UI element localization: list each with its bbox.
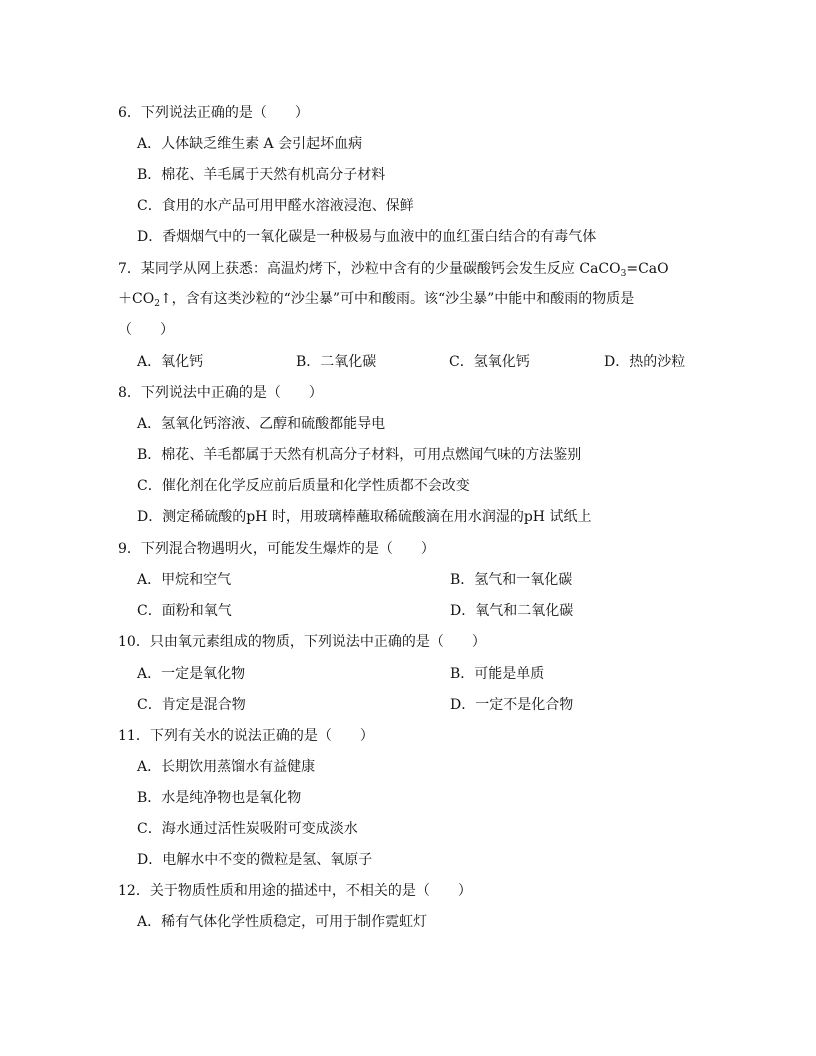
question-7-option-d: D．热的沙粒	[604, 354, 686, 370]
question-9-stem: 9．下列混合物遇明火，可能发生爆炸的是（ ）	[118, 541, 435, 557]
question-7-option-a: A．氧化钙	[137, 354, 204, 370]
question-8-option-b: B．棉花、羊毛都属于天然有机高分子材料，可用点燃闻气味的方法鉴别	[137, 447, 582, 463]
question-10-option-c: C．肯定是混合物	[137, 697, 246, 713]
question-11-option-a: A．长期饮用蒸馏水有益健康	[137, 759, 316, 775]
question-7-stem-text: 7．某同学从网上获悉：高温灼烤下，沙粒中含有的少量碳酸钙会发生反应 CaCO	[118, 261, 621, 277]
question-10-option-a: A．一定是氧化物	[137, 666, 246, 682]
question-7-answer-bracket: （ ）	[118, 322, 174, 338]
question-10-stem: 10．只由氧元素组成的物质，下列说法中正确的是（ ）	[118, 634, 486, 650]
question-12-option-a: A．稀有气体化学性质稳定，可用于制作霓虹灯	[137, 914, 428, 930]
question-7-stem-end: =CaO	[626, 261, 669, 277]
question-11-option-d: D．电解水中不变的微粒是氢、氧原子	[137, 852, 373, 868]
formula-subscript-3: 3	[620, 269, 627, 279]
question-8-option-c: C．催化剂在化学反应前后质量和化学性质都不会改变	[137, 478, 470, 494]
question-6-stem: 6．下列说法正确的是（ ）	[118, 105, 309, 121]
formula-subscript-2: 2	[154, 299, 160, 309]
question-8-stem: 8．下列说法中正确的是（ ）	[118, 385, 323, 401]
question-7-stem-rest: ↑，含有这类沙粒的“沙尘暴”可中和酸雨。该“沙尘暴”中能中和酸雨的物质是	[159, 291, 635, 307]
question-7-option-b: B．二氧化碳	[296, 354, 377, 370]
question-9-option-c: C．面粉和氧气	[137, 603, 232, 619]
question-6-option-c: C．食用的水产品可用甲醛水溶液浸泡、保鲜	[137, 198, 414, 214]
question-7-stem-line2	[118, 290, 634, 308]
question-9-option-a: A．甲烷和空气	[137, 572, 232, 588]
question-7-formula-start: ＋CO	[118, 291, 155, 307]
question-9-option-d: D．氧气和二氧化碳	[450, 603, 574, 619]
question-11-stem: 11．下列有关水的说法正确的是（ ）	[118, 728, 374, 744]
question-10-option-d: D．一定不是化合物	[450, 697, 574, 713]
question-8-option-d: D．测定稀硫酸的pH 时，用玻璃棒蘸取稀硫酸滴在用水润湿的pH 试纸上	[137, 509, 592, 525]
question-6-option-a: A．人体缺乏维生素 A 会引起坏血病	[137, 136, 363, 152]
question-11-option-c: C．海水通过活性炭吸附可变成淡水	[137, 821, 358, 837]
question-6-option-b: B．棉花、羊毛属于天然有机高分子材料	[137, 167, 386, 183]
question-7-stem-line1	[118, 260, 669, 278]
question-12-stem: 12．关于物质性质和用途的描述中，不相关的是（ ）	[118, 883, 472, 899]
question-6-option-d: D．香烟烟气中的一氧化碳是一种极易与血液中的血红蛋白结合的有毒气体	[137, 229, 597, 245]
question-8-option-a: A．氢氧化钙溶液、乙醇和硫酸都能导电	[137, 416, 386, 432]
question-11-option-b: B．水是纯净物也是氧化物	[137, 790, 302, 806]
question-7-option-c: C．氢氧化钙	[449, 354, 530, 370]
question-9-option-b: B．氢气和一氧化碳	[450, 572, 573, 588]
question-10-option-b: B．可能是单质	[450, 666, 545, 682]
